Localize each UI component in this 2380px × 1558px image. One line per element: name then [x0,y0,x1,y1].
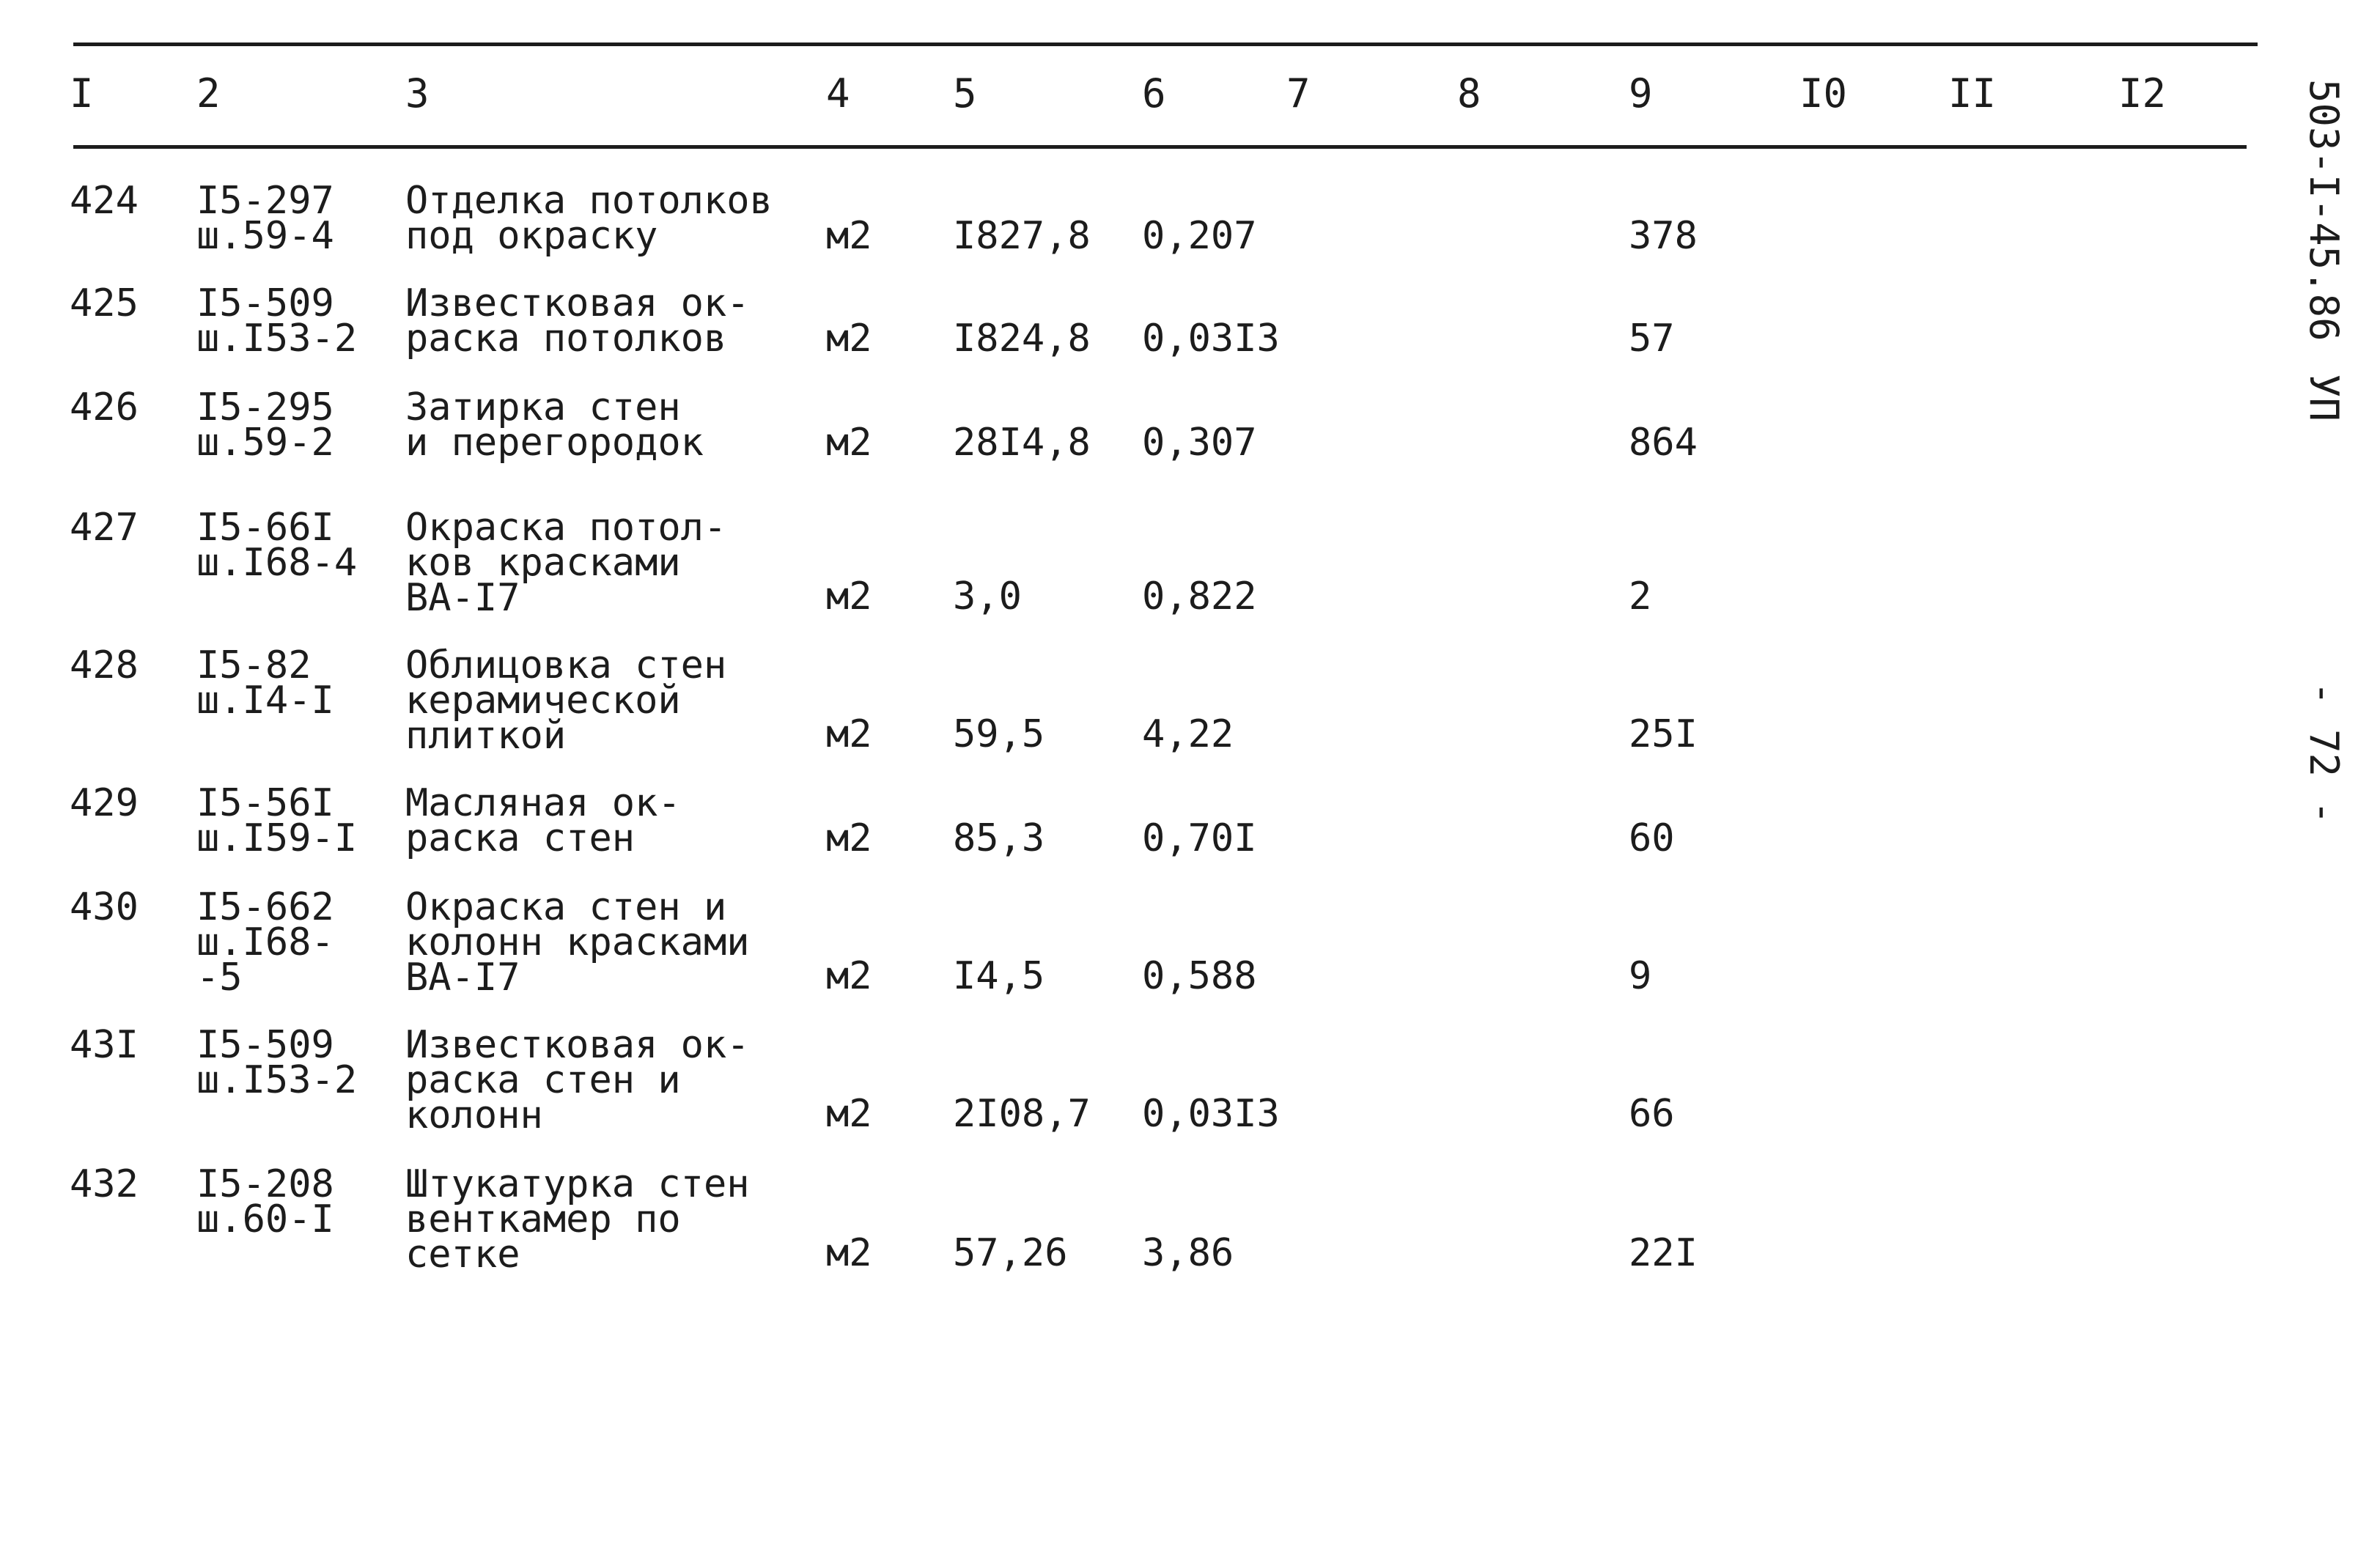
norm-code: I5-297 ш.59-4 [196,179,334,258]
column-header-7: 7 [1286,70,1311,117]
quantity: I824,8 [953,317,1091,361]
total: 25I [1629,712,1698,756]
work-description: Штукатурка стен венткамер по сетке [405,1162,750,1277]
quantity: I827,8 [953,214,1091,258]
row-number: 426 [70,385,139,429]
unit: м2 [826,1092,872,1136]
unit: м2 [826,317,872,361]
work-description: Масляная ок- раска стен [405,781,681,860]
unit-rate: 0,70I [1142,816,1257,860]
norm-code: I5-662 ш.I68- -5 [196,885,334,1000]
column-header-2: 2 [196,70,221,117]
norm-code: I5-295 ш.59-2 [196,385,334,465]
quantity: 2I08,7 [953,1092,1091,1136]
row-number: 428 [70,643,139,687]
column-header-5: 5 [953,70,977,117]
work-description: Окраска потол- ков красками ВА-I7 [405,506,727,620]
column-header-9: 9 [1629,70,1653,117]
total: 22I [1629,1231,1698,1275]
row-number: 424 [70,179,139,223]
total: 2 [1629,575,1652,619]
quantity: 85,3 [953,816,1045,860]
unit: м2 [826,1231,872,1275]
quantity: 3,0 [953,575,1022,619]
norm-code: I5-208 ш.60-I [196,1162,334,1241]
row-number: 427 [70,506,139,550]
norm-code: I5-82 ш.I4-I [196,643,334,723]
unit: м2 [826,712,872,756]
total: 9 [1629,954,1652,998]
quantity: 59,5 [953,712,1045,756]
work-description: Известковая ок- раска стен и колонн [405,1023,750,1137]
quantity: I4,5 [953,954,1045,998]
norm-code: I5-56I ш.I59-I [196,781,358,860]
unit-rate: 0,207 [1142,214,1257,258]
column-header-6: 6 [1142,70,1166,117]
unit: м2 [826,816,872,860]
work-description: Известковая ок- раска потолков [405,281,750,361]
unit: м2 [826,954,872,998]
column-header-12: I2 [2118,70,2167,117]
norm-code: I5-509 ш.I53-2 [196,1023,358,1102]
unit-rate: 0,822 [1142,575,1257,619]
work-description: Затирка стен и перегородок [405,385,704,465]
unit: м2 [826,421,872,465]
quantity: 28I4,8 [953,421,1091,465]
album-number: УП [2301,374,2347,422]
work-description: Отделка потолков под окраску [405,179,773,258]
row-number: 425 [70,281,139,325]
unit-rate: 0,588 [1142,954,1257,998]
norm-code: I5-66I ш.I68-4 [196,506,358,585]
column-header-8: 8 [1457,70,1481,117]
row-number: 430 [70,885,139,929]
column-header-11: II [1948,70,1997,117]
quantity: 57,26 [953,1231,1068,1275]
column-header-4: 4 [826,70,850,117]
row-number: 429 [70,781,139,825]
unit: м2 [826,575,872,619]
total: 57 [1629,317,1675,361]
total: 66 [1629,1092,1675,1136]
unit-rate: 0,307 [1142,421,1257,465]
unit-rate: 4,22 [1142,712,1234,756]
total: 378 [1629,214,1698,258]
row-number: 43I [70,1023,139,1067]
total: 60 [1629,816,1675,860]
column-header-10: I0 [1799,70,1848,117]
work-description: Окраска стен и колонн красками ВА-I7 [405,885,750,1000]
row-number: 432 [70,1162,139,1206]
table-top-rule [73,43,2258,46]
column-header-3: 3 [405,70,430,117]
unit: м2 [826,214,872,258]
column-header-1: I [70,70,94,117]
header-bottom-rule [73,145,2247,149]
unit-rate: 0,03I3 [1142,1092,1280,1136]
unit-rate: 3,86 [1142,1231,1234,1275]
document-code: 503-I-45.86 [2301,79,2347,341]
norm-code: I5-509 ш.I53-2 [196,281,358,361]
work-description: Облицовка стен керамической плиткой [405,643,727,758]
page-number: - 72 - [2301,682,2347,825]
total: 864 [1629,421,1698,465]
unit-rate: 0,03I3 [1142,317,1280,361]
